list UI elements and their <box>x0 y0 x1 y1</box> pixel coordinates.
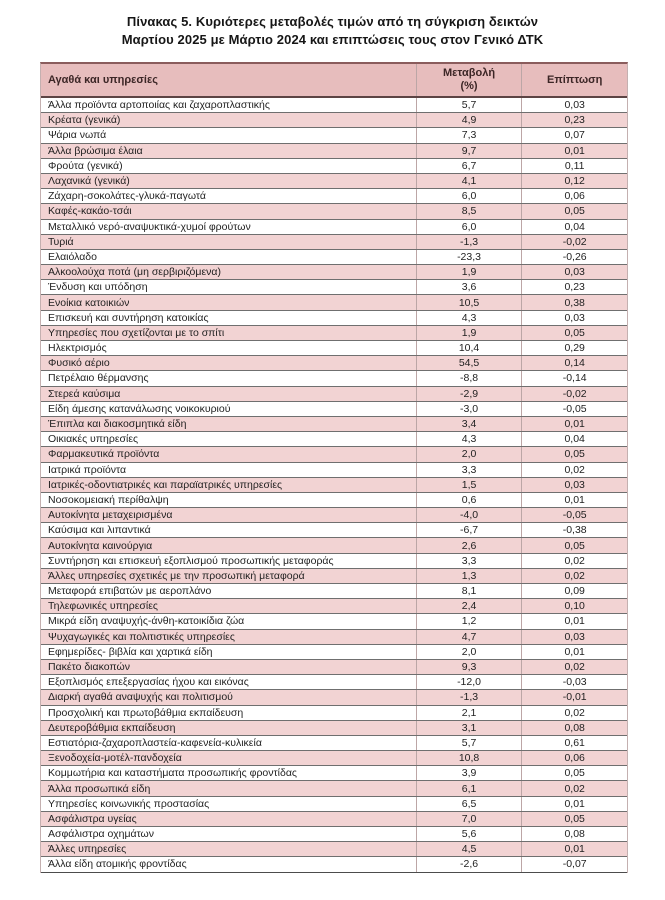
row-change-percent: 2,1 <box>416 706 522 720</box>
row-label: Ιατρικά προϊόντα <box>48 463 127 476</box>
row-impact: 0,23 <box>521 113 627 127</box>
row-label: Καφές-κακάο-τσάι <box>48 205 132 218</box>
row-impact: -0,05 <box>521 402 627 416</box>
row-change-percent: 3,9 <box>416 766 522 780</box>
table-row <box>41 463 627 478</box>
row-change-percent: 3,6 <box>416 280 522 294</box>
row-label: Πακέτο διακοπών <box>48 661 130 674</box>
row-impact: 0,38 <box>521 295 627 309</box>
row-impact: 0,01 <box>521 645 627 659</box>
row-change-percent: 10,5 <box>416 295 522 309</box>
row-impact: 0,07 <box>521 128 627 142</box>
row-impact: 0,05 <box>521 326 627 340</box>
row-label: Τυριά <box>48 235 74 248</box>
row-impact: -0,02 <box>521 387 627 401</box>
table-row <box>41 797 627 812</box>
row-change-percent: 9,7 <box>416 144 522 158</box>
row-impact: 0,01 <box>521 417 627 431</box>
table-row <box>41 736 627 751</box>
row-impact: 0,05 <box>521 447 627 461</box>
row-change-percent: 3,1 <box>416 721 522 735</box>
row-label: Επισκευή και συντήρηση κατοικίας <box>48 311 209 324</box>
row-label: Άλλες υπηρεσίες σχετικές με την προσωπική μεταφορά <box>48 569 305 582</box>
row-impact: 0,05 <box>521 204 627 218</box>
header-impact: Επίπτωση <box>521 64 627 96</box>
row-change-percent: 3,3 <box>416 554 522 568</box>
row-impact: 0,05 <box>521 766 627 780</box>
row-change-percent: 9,3 <box>416 660 522 674</box>
row-change-percent: 4,3 <box>416 311 522 325</box>
table-row <box>41 311 627 326</box>
row-label: Οικιακές υπηρεσίες <box>48 433 139 446</box>
row-change-percent: 7,3 <box>416 128 522 142</box>
table-row <box>41 402 627 417</box>
row-change-percent: -3,0 <box>416 402 522 416</box>
row-change-percent: -2,9 <box>416 387 522 401</box>
row-label: Είδη άμεσης κατανάλωσης νοικοκυριού <box>48 402 231 415</box>
table-row <box>41 599 627 614</box>
row-label: Αλκοολούχα ποτά (μη σερβιριζόμενα) <box>48 266 221 279</box>
table-row <box>41 493 627 508</box>
table-row <box>41 113 627 128</box>
row-label: Υπηρεσίες κοινωνικής προστασίας <box>48 797 210 810</box>
table-row <box>41 751 627 766</box>
row-change-percent: -1,3 <box>416 690 522 704</box>
row-label: Έπιπλα και διακοσμητικά είδη <box>48 418 187 431</box>
row-label: Ιατρικές-οδοντιατρικές και παραϊατρικές υπηρεσίες <box>48 478 283 491</box>
row-impact: -0,03 <box>521 675 627 689</box>
row-change-percent: 1,9 <box>416 265 522 279</box>
row-impact: 0,09 <box>521 584 627 598</box>
row-impact: 0,03 <box>521 265 627 279</box>
row-label: Δευτεροβάθμια εκπαίδευση <box>48 721 176 734</box>
table-row <box>41 144 627 159</box>
row-change-percent: -23,3 <box>416 250 522 264</box>
row-label: Άλλα βρώσιμα έλαια <box>48 144 143 157</box>
table-body <box>41 98 627 873</box>
row-change-percent: 54,5 <box>416 356 522 370</box>
row-label: Εστιατόρια-ζαχαροπλαστεία-καφενεία-κυλικεία <box>48 736 262 749</box>
table-row <box>41 326 627 341</box>
row-label: Μικρά είδη αναψυχής-άνθη-κατοικίδια ζώα <box>48 615 245 628</box>
table-row <box>41 827 627 842</box>
table-row <box>41 189 627 204</box>
row-change-percent: 2,4 <box>416 599 522 613</box>
table-row <box>41 220 627 235</box>
table-row <box>41 295 627 310</box>
row-impact: 0,01 <box>521 614 627 628</box>
row-change-percent: 10,8 <box>416 751 522 765</box>
row-change-percent: 4,1 <box>416 174 522 188</box>
table-row <box>41 645 627 660</box>
row-label: Εξοπλισμός επεξεργασίας ήχου και εικόνας <box>48 676 249 689</box>
table-row <box>41 660 627 675</box>
table-row <box>41 554 627 569</box>
table-row <box>41 265 627 280</box>
table-row <box>41 721 627 736</box>
table-row <box>41 766 627 781</box>
row-label: Ασφάλιστρα οχημάτων <box>48 828 155 841</box>
row-impact: 0,06 <box>521 189 627 203</box>
table-row <box>41 174 627 189</box>
row-change-percent: 4,5 <box>416 842 522 856</box>
row-impact: -0,38 <box>521 523 627 537</box>
table-row <box>41 128 627 143</box>
row-impact: -0,05 <box>521 508 627 522</box>
row-change-percent: -4,0 <box>416 508 522 522</box>
row-change-percent: 1,2 <box>416 614 522 628</box>
row-impact: 0,02 <box>521 554 627 568</box>
row-label: Ηλεκτρισμός <box>48 342 107 355</box>
row-label: Τηλεφωνικές υπηρεσίες <box>48 600 158 613</box>
row-change-percent: -1,3 <box>416 235 522 249</box>
row-label: Νοσοκομειακή περίθαλψη <box>48 493 169 506</box>
row-impact: -0,14 <box>521 371 627 385</box>
row-change-percent: 4,9 <box>416 113 522 127</box>
row-change-percent: -12,0 <box>416 675 522 689</box>
row-change-percent: 4,7 <box>416 630 522 644</box>
table-row <box>41 569 627 584</box>
row-impact: 0,02 <box>521 463 627 477</box>
row-impact: 0,14 <box>521 356 627 370</box>
row-change-percent: 4,3 <box>416 432 522 446</box>
row-label: Άλλες υπηρεσίες <box>48 843 127 856</box>
table-row <box>41 690 627 705</box>
row-change-percent: 1,5 <box>416 478 522 492</box>
row-label: Κομμωτήρια και καταστήματα προσωπικής φροντίδας <box>48 767 297 780</box>
row-label: Ενοίκια κατοικιών <box>48 296 130 309</box>
row-impact: 0,12 <box>521 174 627 188</box>
row-label: Αυτοκίνητα μεταχειρισμένα <box>48 509 173 522</box>
row-change-percent: 5,7 <box>416 736 522 750</box>
row-impact: 0,04 <box>521 220 627 234</box>
row-label: Άλλα προσωπικά είδη <box>48 782 151 795</box>
row-change-percent: 6,7 <box>416 159 522 173</box>
row-change-percent: 5,6 <box>416 827 522 841</box>
table-row <box>41 371 627 386</box>
row-label: Ψυχαγωγικές και πολιτιστικές υπηρεσίες <box>48 630 235 643</box>
row-impact: -0,26 <box>521 250 627 264</box>
row-change-percent: 6,1 <box>416 781 522 795</box>
row-label: Στερεά καύσιμα <box>48 387 121 400</box>
row-impact: -0,02 <box>521 235 627 249</box>
row-label: Ένδυση και υπόδηση <box>48 281 148 294</box>
table-row <box>41 432 627 447</box>
row-change-percent: 2,0 <box>416 447 522 461</box>
row-change-percent: -8,8 <box>416 371 522 385</box>
table-row <box>41 842 627 857</box>
row-impact: 0,10 <box>521 599 627 613</box>
row-impact: 0,04 <box>521 432 627 446</box>
row-impact: 0,01 <box>521 493 627 507</box>
table-row <box>41 387 627 402</box>
row-label: Εφημερίδες- βιβλία και χαρτικά είδη <box>48 645 213 658</box>
row-impact: 0,03 <box>521 478 627 492</box>
row-label: Πετρέλαιο θέρμανσης <box>48 372 149 385</box>
table-row <box>41 781 627 796</box>
row-change-percent: 8,1 <box>416 584 522 598</box>
table-row <box>41 478 627 493</box>
table-row <box>41 235 627 250</box>
table-row <box>41 280 627 295</box>
row-label: Κρέατα (γενικά) <box>48 114 121 127</box>
row-label: Άλλα προϊόντα αρτοποιίας και ζαχαροπλαστικής <box>48 99 270 112</box>
row-impact: 0,05 <box>521 812 627 826</box>
row-change-percent: 6,0 <box>416 189 522 203</box>
row-impact: 0,01 <box>521 144 627 158</box>
header-goods-and-services: Αγαθά και υπηρεσίες <box>48 74 158 86</box>
table-row <box>41 250 627 265</box>
row-impact: -0,01 <box>521 690 627 704</box>
row-impact: 0,23 <box>521 280 627 294</box>
row-impact: 0,02 <box>521 781 627 795</box>
table-header-row <box>41 64 627 98</box>
row-change-percent: 3,4 <box>416 417 522 431</box>
table-row <box>41 204 627 219</box>
row-impact: 0,29 <box>521 341 627 355</box>
row-label: Ελαιόλαδο <box>48 250 97 263</box>
row-label: Άλλα είδη ατομικής φροντίδας <box>48 858 187 871</box>
row-impact: 0,11 <box>521 159 627 173</box>
table-row <box>41 630 627 645</box>
row-change-percent: 6,5 <box>416 797 522 811</box>
table-title-line1: Πίνακας 5. Κυριότερες μεταβολές τιμών από τη σύγκριση δεικτών <box>126 14 539 29</box>
row-change-percent: 8,5 <box>416 204 522 218</box>
row-label: Ασφάλιστρα υγείας <box>48 812 137 825</box>
row-impact: 0,08 <box>521 827 627 841</box>
row-change-percent: 6,0 <box>416 220 522 234</box>
row-label: Ξενοδοχεία-μοτέλ-πανδοχεία <box>48 752 182 765</box>
table-row <box>41 675 627 690</box>
row-label: Υπηρεσίες που σχετίζονται με το σπίτι <box>48 326 225 339</box>
row-label: Φρούτα (γενικά) <box>48 159 123 172</box>
row-label: Διαρκή αγαθά αναψυχής και πολιτισμού <box>48 691 233 704</box>
row-label: Ψάρια νωπά <box>48 129 107 142</box>
table-row <box>41 417 627 432</box>
row-impact: 0,03 <box>521 630 627 644</box>
table-row <box>41 159 627 174</box>
table-row <box>41 98 627 113</box>
row-label: Μεταλλικό νερό-αναψυκτικά-χυμοί φρούτων <box>48 220 251 233</box>
row-impact: 0,01 <box>521 842 627 856</box>
row-label: Φαρμακευτικά προϊόντα <box>48 448 160 461</box>
row-impact: 0,01 <box>521 797 627 811</box>
row-impact: 0,05 <box>521 538 627 552</box>
table-row <box>41 614 627 629</box>
table-row <box>41 857 627 872</box>
row-change-percent: -2,6 <box>416 857 522 871</box>
table-row <box>41 508 627 523</box>
row-change-percent: 1,3 <box>416 569 522 583</box>
row-change-percent: 7,0 <box>416 812 522 826</box>
row-impact: -0,07 <box>521 857 627 871</box>
row-impact: 0,02 <box>521 569 627 583</box>
row-impact: 0,02 <box>521 660 627 674</box>
row-label: Ζάχαρη-σοκολάτες-γλυκά-παγωτά <box>48 190 206 203</box>
price-changes-table <box>40 62 628 873</box>
row-change-percent: -6,7 <box>416 523 522 537</box>
row-label: Μεταφορά επιβατών με αεροπλάνο <box>48 585 212 598</box>
row-change-percent: 5,7 <box>416 98 522 112</box>
row-change-percent: 2,6 <box>416 538 522 552</box>
row-impact: 0,03 <box>521 98 627 112</box>
table-row <box>41 538 627 553</box>
row-impact: 0,08 <box>521 721 627 735</box>
row-label: Φυσικό αέριο <box>48 357 110 370</box>
table-title-line2: Μαρτίου 2025 με Μάρτιο 2024 και επιπτώσεις τους στον Γενικό ΔΤΚ <box>121 32 544 47</box>
row-change-percent: 1,9 <box>416 326 522 340</box>
row-change-percent: 3,3 <box>416 463 522 477</box>
row-change-percent: 10,4 <box>416 341 522 355</box>
table-title <box>0 13 665 49</box>
row-label: Αυτοκίνητα καινούργια <box>48 539 153 552</box>
table-row <box>41 706 627 721</box>
row-label: Καύσιμα και λιπαντικά <box>48 524 151 537</box>
table-row <box>41 523 627 538</box>
row-label: Λαχανικά (γενικά) <box>48 175 130 188</box>
row-change-percent: 0,6 <box>416 493 522 507</box>
table-row <box>41 812 627 827</box>
header-change-percent: Μεταβολή (%) <box>416 64 522 96</box>
table-row <box>41 447 627 462</box>
table-row <box>41 584 627 599</box>
row-impact: 0,06 <box>521 751 627 765</box>
row-label: Προσχολική και πρωτοβάθμια εκπαίδευση <box>48 706 244 719</box>
row-impact: 0,03 <box>521 311 627 325</box>
table-row <box>41 341 627 356</box>
row-impact: 0,02 <box>521 706 627 720</box>
table-row <box>41 356 627 371</box>
row-impact: 0,61 <box>521 736 627 750</box>
row-label: Συντήρηση και επισκευή εξοπλισμού προσωπικής μεταφοράς <box>48 554 334 567</box>
row-change-percent: 2,0 <box>416 645 522 659</box>
